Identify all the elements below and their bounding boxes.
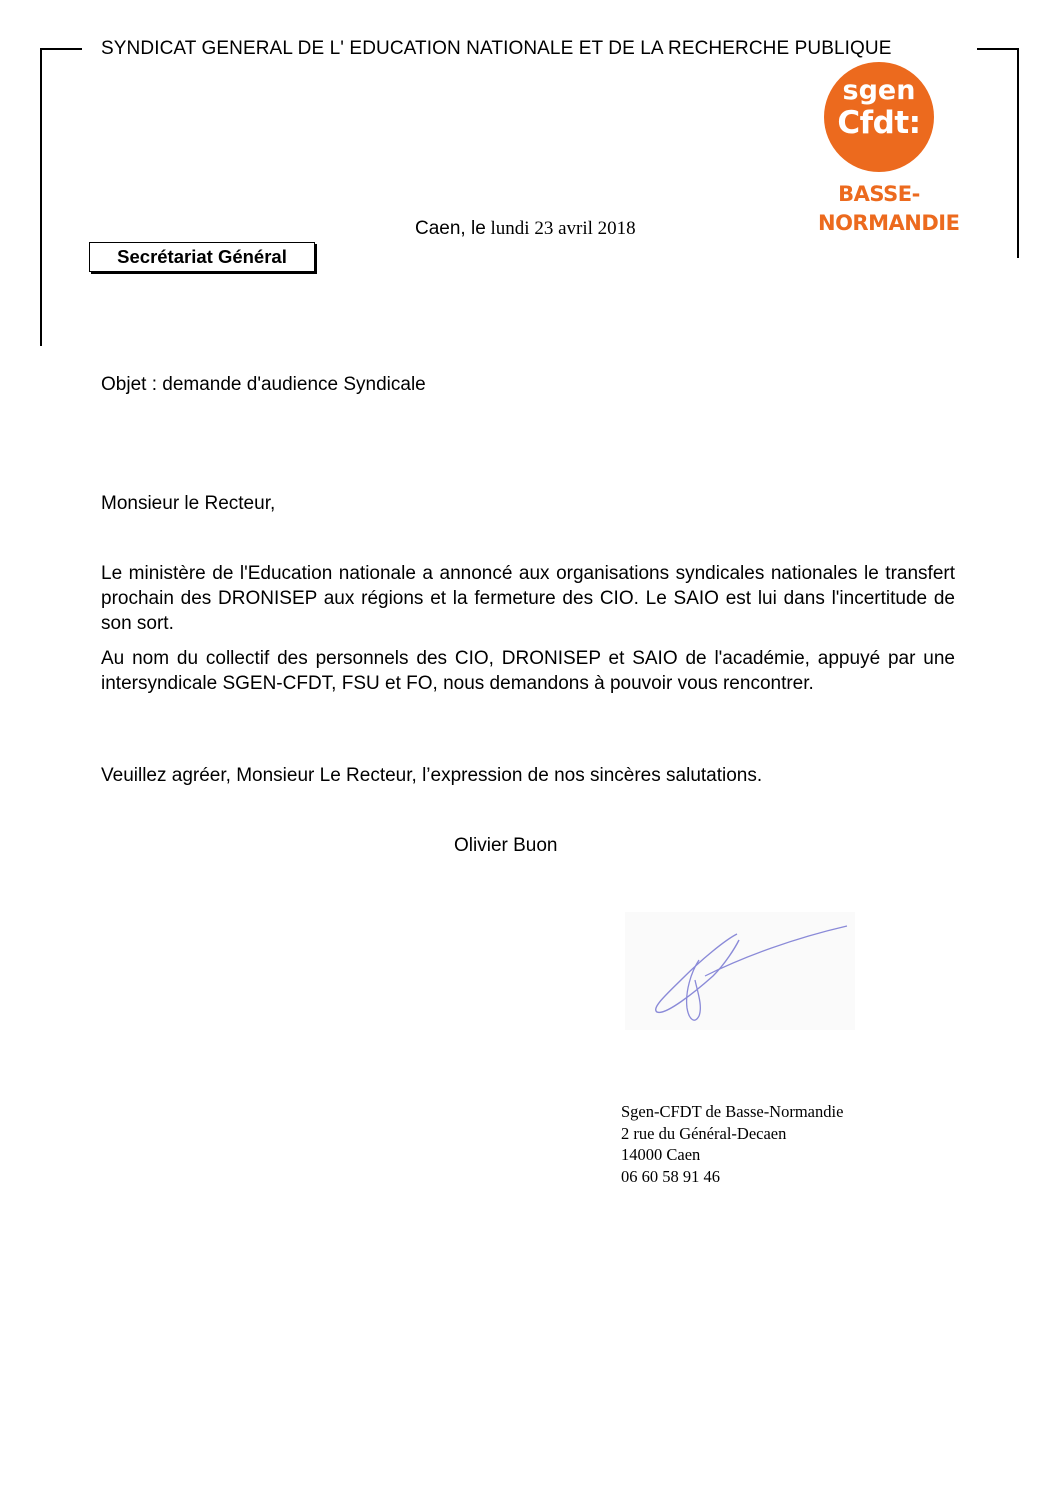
frame-top-left-line — [40, 48, 82, 50]
address-phone: 06 60 58 91 46 — [621, 1166, 720, 1186]
logo-region-line-1: BASSE- — [838, 182, 920, 206]
date-value: lundi 23 avril 2018 — [490, 218, 636, 239]
frame-left-line — [40, 48, 42, 346]
department-label: Secrétariat Général — [117, 246, 287, 267]
letter-closing: Veuillez agréer, Monsieur Le Recteur, l’expression de nos sincères salutations. — [101, 765, 763, 786]
date-place: Caen, le — [415, 218, 486, 239]
handwritten-signature — [625, 912, 855, 1030]
logo-text-cfdt: Cfdt: — [837, 105, 921, 141]
address-line: 2 rue du Général-Decaen — [621, 1123, 787, 1143]
letter-salutation: Monsieur le Recteur, — [101, 493, 276, 514]
sender-address — [621, 1101, 843, 1187]
letter-paragraph: Le ministère de l'Education nationale a annoncé aux organisations syndicales nationales le transfert prochain des DRONISEP aux régions et la fermeture des CIO. Le SAIO est lui dans l'incertitude de son sort. — [101, 563, 955, 634]
letter-paragraph: Au nom du collectif des personnels des CIO, DRONISEP et SAIO de l'académie, appuyé par une intersyndicale SGEN-CFDT, FSU et FO, nous demandons à pouvoir vous rencontrer. — [101, 648, 955, 694]
signer-name: Olivier Buon — [454, 835, 558, 856]
address-line: 14000 Caen — [621, 1145, 701, 1164]
address-line: Sgen-CFDT de Basse-Normandie — [621, 1102, 844, 1121]
frame-top-right-line — [977, 48, 1019, 50]
sgen-cfdt-logo — [818, 62, 960, 242]
union-header-title: SYNDICAT GENERAL DE L' EDUCATION NATIONALE ET DE LA RECHERCHE PUBLIQUE — [101, 38, 892, 59]
logo-region-line-2: NORMANDIE — [818, 211, 960, 235]
logo-text-sgen: sgen — [842, 75, 916, 106]
letter-subject: Objet : demande d'audience Syndicale — [101, 374, 426, 395]
date-line — [415, 218, 636, 240]
frame-right-line — [1017, 48, 1019, 258]
department-box — [89, 242, 315, 272]
